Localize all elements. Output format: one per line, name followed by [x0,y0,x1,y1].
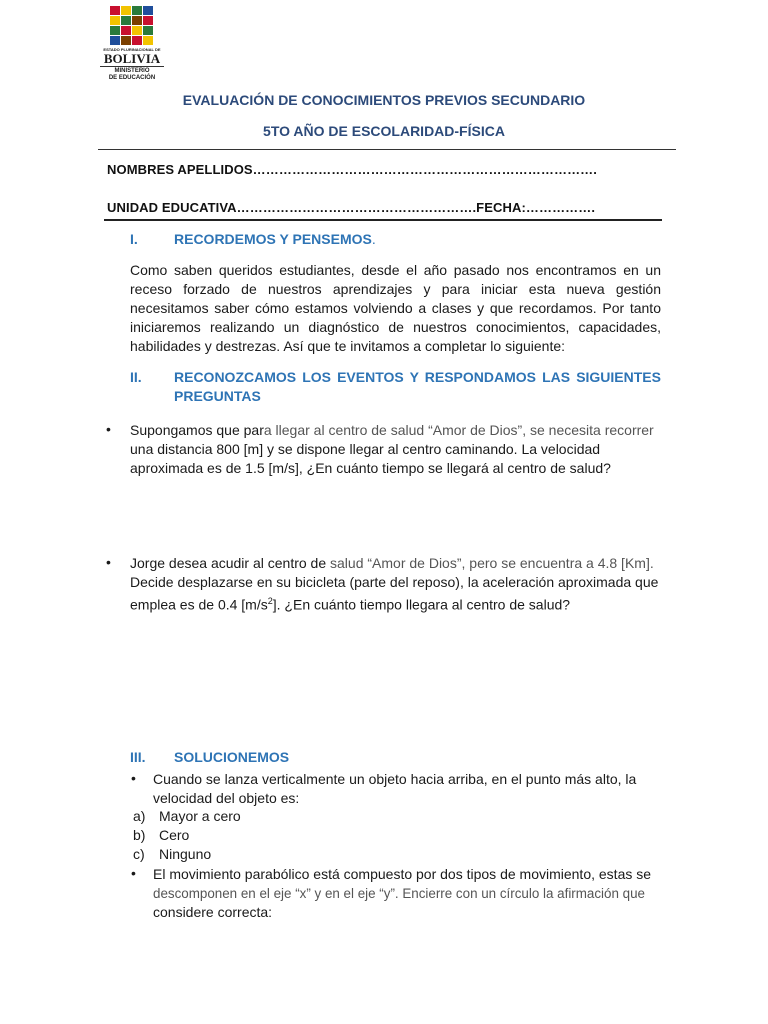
bullet-icon: • [131,770,136,786]
bullet-icon: • [106,554,111,570]
q1-text-b: a llegar al centro de salud “Amor de Dios”, se necesita recorrer [263,422,654,438]
paragraph-line: receso forzado de nuestros aprendizajes y para iniciar esta nueva gestión [130,281,661,297]
section-2-title-line1: RECONOZCAMOS LOS EVENTOS Y RESPONDAMOS LAS SIGUIENTES [174,369,661,385]
option-b[interactable] [133,826,333,845]
option-a[interactable] [133,807,333,826]
q1-text-a: Supongamos que par [130,422,264,438]
section-3-number: III. [130,749,146,765]
paragraph-line: habilidades y destrezas. Así que te invitamos a completar lo siguiente: [130,338,566,354]
page-subtitle: 5TO AÑO DE ESCOLARIDAD-FÍSICA [263,123,505,139]
section-2-title-line2: PREGUNTAS [174,388,261,404]
q4-line2: descomponen en el eje “x” y en el eje “y”. Encierre con un círculo la afirmación que [153,886,645,901]
q2-text-c: emplea es de 0.4 [m/s [130,596,268,613]
logo-state-text: ESTADO PLURINACIONAL DE [103,47,161,52]
question-1 [130,421,670,478]
q2-text-a: Jorge desea acudir al centro de [130,555,331,571]
option-letter: a) [133,808,146,824]
section-3-heading [130,749,530,767]
paragraph-line: Como saben queridos estudiantes, desde el año pasado nos encontramos en un [130,262,661,278]
coat-of-arms-icon [110,6,154,46]
paragraph-line: iniciaremos realizando un diagnóstico de nuestros conocimientos, capacidades, [130,319,661,335]
q4-line1: El movimiento parabólico está compuesto por dos tipos de movimiento, estas se [153,866,652,882]
q2-superscript: 2 [267,596,273,606]
option-c[interactable] [133,845,333,864]
question-2 [130,554,670,615]
paragraph-line: necesitamos saber cómo estamos volviendo a clases y que recordamos. Por tanto [130,300,661,316]
section-1-heading [130,231,630,249]
form-rule [104,219,662,221]
names-field[interactable]: NOMBRES APELLIDOS……………………………………………………………………. [107,162,597,177]
q2-line2: Decide desplazarse en su bicicleta (parte del reposo), la aceleración aproximada que [130,574,659,590]
bullet-icon: • [106,421,111,437]
option-text: Ninguno [159,846,212,862]
option-letter: c) [133,846,145,862]
section-1-period: . [371,231,376,247]
logo-education-text: DE EDUCACIÓN [108,75,156,81]
q4-line3: considere correcta: [153,904,273,920]
header-rule [98,149,676,150]
page-title: EVALUACIÓN DE CONOCIMIENTOS PREVIOS SECUNDARIO [182,92,586,108]
bullet-icon: • [131,865,136,881]
ministry-logo [96,6,168,82]
section-2-heading [130,369,670,409]
logo-country-text: BOLIVIA [103,51,161,66]
q1-line2: una distancia 800 [m] y se dispone llegar al centro caminando. La velocidad [130,441,601,457]
section-1-paragraph [130,261,661,356]
section-1-title: RECORDEMOS Y PENSEMOS [174,231,372,247]
q2-text-b: salud “Amor de Dios”, pero se encuentra a 4.8 [Km]. [330,555,654,571]
q2-text-d: ]. ¿En cuánto tiempo llegara al centro de salud? [272,596,571,613]
section-3-title: SOLUCIONEMOS [174,749,290,765]
q1-line3: aproximada es de 1.5 [m/s], ¿En cuánto tiempo se llegará al centro de salud? [130,460,611,476]
q3-line2: velocidad del objeto es: [153,790,300,806]
logo-ministry-text: MINISTERIO [114,68,150,74]
q3-line1: Cuando se lanza verticalmente un objeto hacia arriba, en el punto más alto, la [153,771,637,787]
option-letter: b) [133,827,146,843]
question-3 [153,770,673,808]
question-4 [153,865,673,922]
section-2-number: II. [130,369,142,385]
option-text: Cero [159,827,190,843]
school-date-field[interactable]: UNIDAD EDUCATIVA……………………………………………….FECHA:……………. [107,200,596,215]
option-text: Mayor a cero [159,808,241,824]
section-1-number: I. [130,231,138,247]
